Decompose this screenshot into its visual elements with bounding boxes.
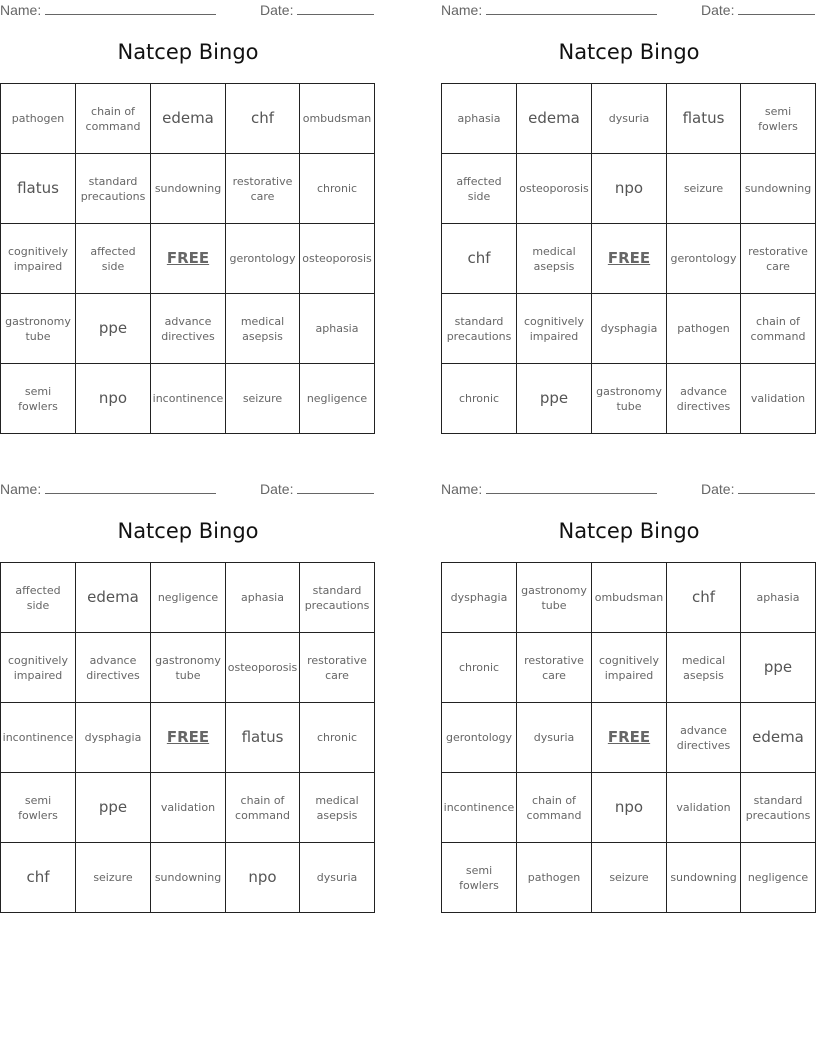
bingo-cell: pathogen xyxy=(667,294,741,364)
bingo-cell: npo xyxy=(226,843,300,913)
bingo-cell: validation xyxy=(151,773,226,843)
bingo-cell: semi fowlers xyxy=(1,773,76,843)
bingo-cell: edema xyxy=(517,84,592,154)
bingo-cell: osteoporosis xyxy=(226,633,300,703)
bingo-cell: ppe xyxy=(741,633,816,703)
bingo-cell: semi fowlers xyxy=(741,84,816,154)
bingo-cell: chronic xyxy=(442,633,517,703)
date-label: Date: xyxy=(260,2,294,18)
bingo-cell: flatus xyxy=(1,154,76,224)
bingo-cell: affected side xyxy=(1,563,76,633)
bingo-cell: seizure xyxy=(76,843,151,913)
date-field xyxy=(260,2,374,18)
bingo-cell: dysuria xyxy=(592,84,667,154)
bingo-cell: aphasia xyxy=(741,563,816,633)
bingo-cell: aphasia xyxy=(226,563,300,633)
bingo-grid xyxy=(441,83,816,434)
bingo-cell: advance directives xyxy=(667,364,741,434)
date-blank-line xyxy=(297,2,374,15)
bingo-cell: chain of command xyxy=(76,84,151,154)
name-field xyxy=(441,2,657,18)
bingo-cell: advance directives xyxy=(151,294,226,364)
bingo-cell: incontinence xyxy=(151,364,226,434)
bingo-cell: standard precautions xyxy=(442,294,517,364)
bingo-cell: osteoporosis xyxy=(300,224,375,294)
bingo-cell: aphasia xyxy=(442,84,517,154)
bingo-cell: pathogen xyxy=(517,843,592,913)
bingo-cell: standard precautions xyxy=(300,563,375,633)
bingo-cell: validation xyxy=(667,773,741,843)
card-title: Natcep Bingo xyxy=(558,519,700,543)
bingo-cell: restorative care xyxy=(300,633,375,703)
bingo-cell: flatus xyxy=(226,703,300,773)
card-header xyxy=(0,0,376,22)
bingo-cell: medical asepsis xyxy=(300,773,375,843)
bingo-cell: seizure xyxy=(592,843,667,913)
bingo-cell: npo xyxy=(76,364,151,434)
bingo-cell: chf xyxy=(1,843,76,913)
bingo-cell: chf xyxy=(442,224,517,294)
bingo-cell: npo xyxy=(592,154,667,224)
bingo-cell: edema xyxy=(151,84,226,154)
date-label: Date: xyxy=(260,481,294,497)
bingo-cell: cognitively impaired xyxy=(1,633,76,703)
free-space-cell: FREE xyxy=(592,703,667,773)
bingo-cell: ppe xyxy=(76,294,151,364)
bingo-cell: incontinence xyxy=(1,703,76,773)
bingo-cell: gastronomy tube xyxy=(151,633,226,703)
bingo-cell: ppe xyxy=(76,773,151,843)
free-space-cell: FREE xyxy=(151,703,226,773)
bingo-cell: gerontology xyxy=(226,224,300,294)
bingo-grid xyxy=(441,562,816,913)
bingo-cell: npo xyxy=(592,773,667,843)
bingo-cell: dysphagia xyxy=(76,703,151,773)
card-title: Natcep Bingo xyxy=(558,40,700,64)
bingo-cell: semi fowlers xyxy=(442,843,517,913)
bingo-cell: chf xyxy=(667,563,741,633)
bingo-cell: pathogen xyxy=(1,84,76,154)
bingo-grid xyxy=(0,562,375,913)
date-blank-line xyxy=(738,2,815,15)
bingo-cell: osteoporosis xyxy=(517,154,592,224)
date-field xyxy=(701,2,815,18)
bingo-cell: medical asepsis xyxy=(517,224,592,294)
name-label: Name: xyxy=(0,2,42,18)
bingo-cell: aphasia xyxy=(300,294,375,364)
bingo-cell: affected side xyxy=(76,224,151,294)
date-blank-line xyxy=(297,481,374,494)
bingo-cell: restorative care xyxy=(517,633,592,703)
date-label: Date: xyxy=(701,2,735,18)
name-blank-line xyxy=(45,2,216,15)
free-space-cell: FREE xyxy=(592,224,667,294)
bingo-cell: gastronomy tube xyxy=(1,294,76,364)
bingo-cell: advance directives xyxy=(667,703,741,773)
bingo-cell: standard precautions xyxy=(76,154,151,224)
bingo-cell: chain of command xyxy=(226,773,300,843)
date-field xyxy=(260,481,374,497)
bingo-cell: sundowning xyxy=(151,154,226,224)
bingo-cell: cognitively impaired xyxy=(517,294,592,364)
card-header xyxy=(441,479,816,501)
bingo-cell: dysuria xyxy=(300,843,375,913)
bingo-cell: restorative care xyxy=(226,154,300,224)
bingo-cell: chronic xyxy=(300,154,375,224)
card-title: Natcep Bingo xyxy=(117,519,259,543)
card-title: Natcep Bingo xyxy=(117,40,259,64)
bingo-cell: affected side xyxy=(442,154,517,224)
bingo-cell: validation xyxy=(741,364,816,434)
card-header xyxy=(0,479,376,501)
bingo-cell: chronic xyxy=(300,703,375,773)
bingo-cell: negligence xyxy=(741,843,816,913)
bingo-cell: incontinence xyxy=(442,773,517,843)
bingo-cell: chf xyxy=(226,84,300,154)
bingo-cell: gastronomy tube xyxy=(517,563,592,633)
name-label: Name: xyxy=(0,481,42,497)
bingo-cell: medical asepsis xyxy=(667,633,741,703)
name-blank-line xyxy=(486,481,657,494)
bingo-cell: gastronomy tube xyxy=(592,364,667,434)
bingo-cell: seizure xyxy=(667,154,741,224)
bingo-grid xyxy=(0,83,375,434)
bingo-cell: semi fowlers xyxy=(1,364,76,434)
card-header xyxy=(441,0,816,22)
bingo-cell: advance directives xyxy=(76,633,151,703)
bingo-cell: edema xyxy=(76,563,151,633)
free-space-cell: FREE xyxy=(151,224,226,294)
bingo-cell: chain of command xyxy=(517,773,592,843)
bingo-cell: sundowning xyxy=(667,843,741,913)
bingo-cell: negligence xyxy=(151,563,226,633)
date-field xyxy=(701,481,815,497)
name-field xyxy=(441,481,657,497)
bingo-cell: standard precautions xyxy=(741,773,816,843)
bingo-cell: ppe xyxy=(517,364,592,434)
name-label: Name: xyxy=(441,481,483,497)
bingo-cell: sundowning xyxy=(151,843,226,913)
bingo-cell: dysuria xyxy=(517,703,592,773)
bingo-cell: restorative care xyxy=(741,224,816,294)
bingo-cell: dysphagia xyxy=(442,563,517,633)
bingo-cell: ombudsman xyxy=(592,563,667,633)
bingo-cell: gerontology xyxy=(667,224,741,294)
bingo-cell: sundowning xyxy=(741,154,816,224)
name-field xyxy=(0,2,216,18)
date-label: Date: xyxy=(701,481,735,497)
bingo-cell: negligence xyxy=(300,364,375,434)
bingo-cell: ombudsman xyxy=(300,84,375,154)
bingo-cell: chain of command xyxy=(741,294,816,364)
bingo-cell: chronic xyxy=(442,364,517,434)
bingo-cell: cognitively impaired xyxy=(592,633,667,703)
date-blank-line xyxy=(738,481,815,494)
bingo-cell: edema xyxy=(741,703,816,773)
name-label: Name: xyxy=(441,2,483,18)
bingo-cell: seizure xyxy=(226,364,300,434)
name-field xyxy=(0,481,216,497)
bingo-cell: gerontology xyxy=(442,703,517,773)
bingo-cell: flatus xyxy=(667,84,741,154)
bingo-cell: cognitively impaired xyxy=(1,224,76,294)
bingo-cell: dysphagia xyxy=(592,294,667,364)
name-blank-line xyxy=(45,481,216,494)
name-blank-line xyxy=(486,2,657,15)
bingo-cell: medical asepsis xyxy=(226,294,300,364)
